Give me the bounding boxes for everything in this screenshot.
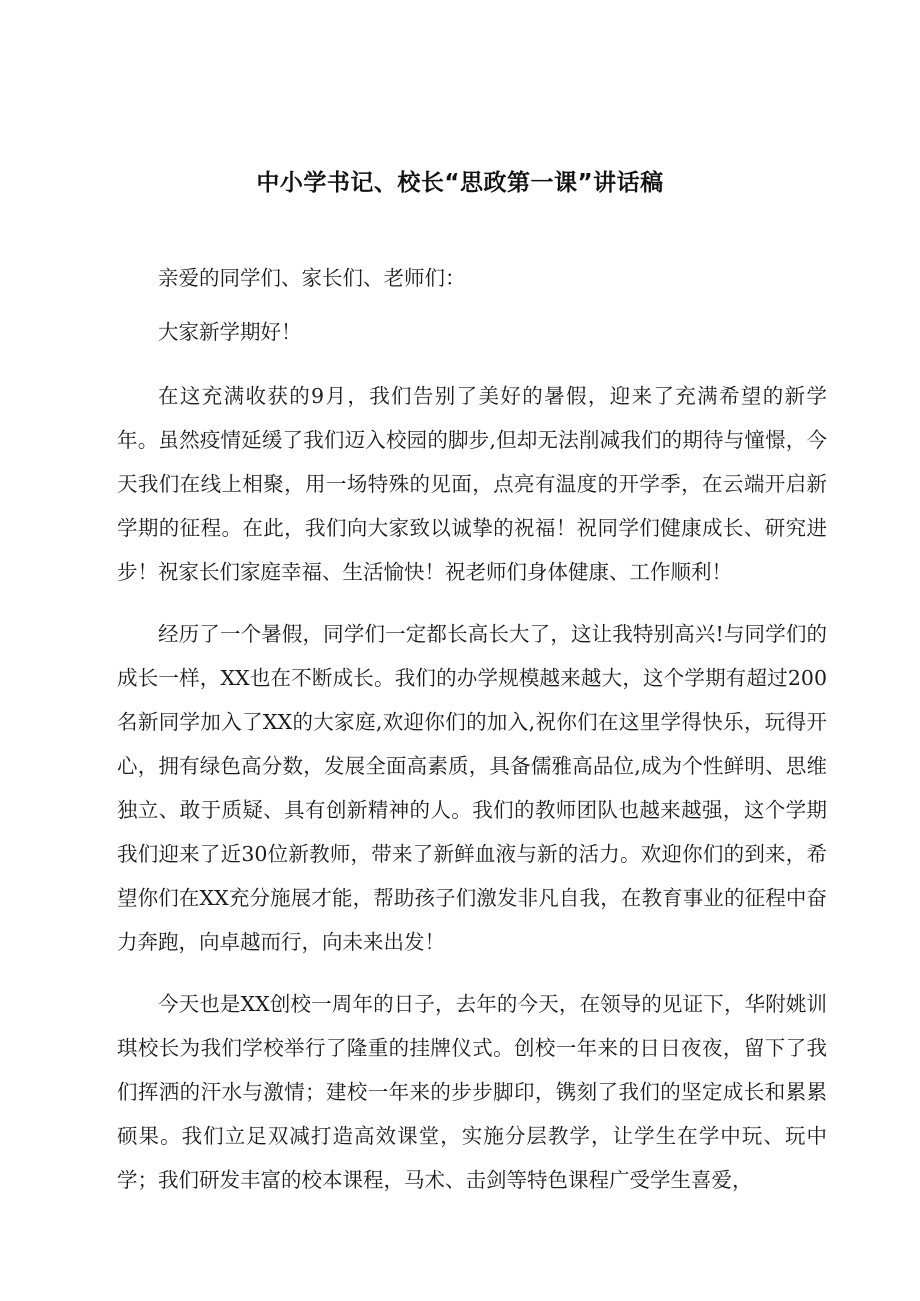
paragraph-1: 在这充满收获的9月，我们告别了美好的暑假，迎来了充满希望的新学年。虽然疫情延缓了我们迈入校园的脚步,但却无法削减我们的期待与憧憬，今天我们在线上相聚，用一场特殊的见面，点亮有温度的开学季，在云端开启新学期的征程。在此，我们向大家致以诚挚的祝福！祝同学们健康成长、研究进步！祝家长们家庭幸福、生活愉快！祝老师们身体健康、工作顺利！ xyxy=(117,384,827,584)
paragraph-2: 经历了一个暑假，同学们一定都长高长大了，这让我特别高兴!与同学们的成长一样，XX也在不断成长。我们的办学规模越来越大，这个学期有超过200名新同学加入了XX的大家庭,欢迎你们的加入,祝你们在这里学得快乐，玩得开心，拥有绿色高分数，发展全面高素质，具备儒雅高品位,成为个性鲜明、思维独立、敢于质疑、具有创新精神的人。我们的教师团队也越来越强，这个学期我们迎来了近30位新教师，带来了新鲜血液与新的活力。欢迎你们的到来，希望你们在XX充分施展才能，帮助孩子们激发非凡自我，在教育事业的征程中奋力奔跑，向卓越而行，向未来出发！ xyxy=(117,622,827,954)
paragraph-3: 今天也是XX创校一周年的日子，去年的今天，在领导的见证下，华附姚训琪校长为我们学校举行了隆重的挂牌仪式。创校一年来的日日夜夜，留下了我们挥洒的汗水与激情；建校一年来的步步脚印，镌刻了我们的坚定成长和累累硕果。我们立足双减打造高效课堂，实施分层教学，让学生在学中玩、玩中学；我们研发丰富的校本课程，马术、击剑等特色课程广受学生喜爱， xyxy=(117,992,827,1192)
document-body xyxy=(117,256,827,1220)
document-title: 中小学书记、校长“思政第一课”讲话稿 xyxy=(256,170,664,196)
salutation: 亲爱的同学们、家长们、老师们： xyxy=(158,266,466,290)
greeting: 大家新学期好！ xyxy=(158,320,302,344)
